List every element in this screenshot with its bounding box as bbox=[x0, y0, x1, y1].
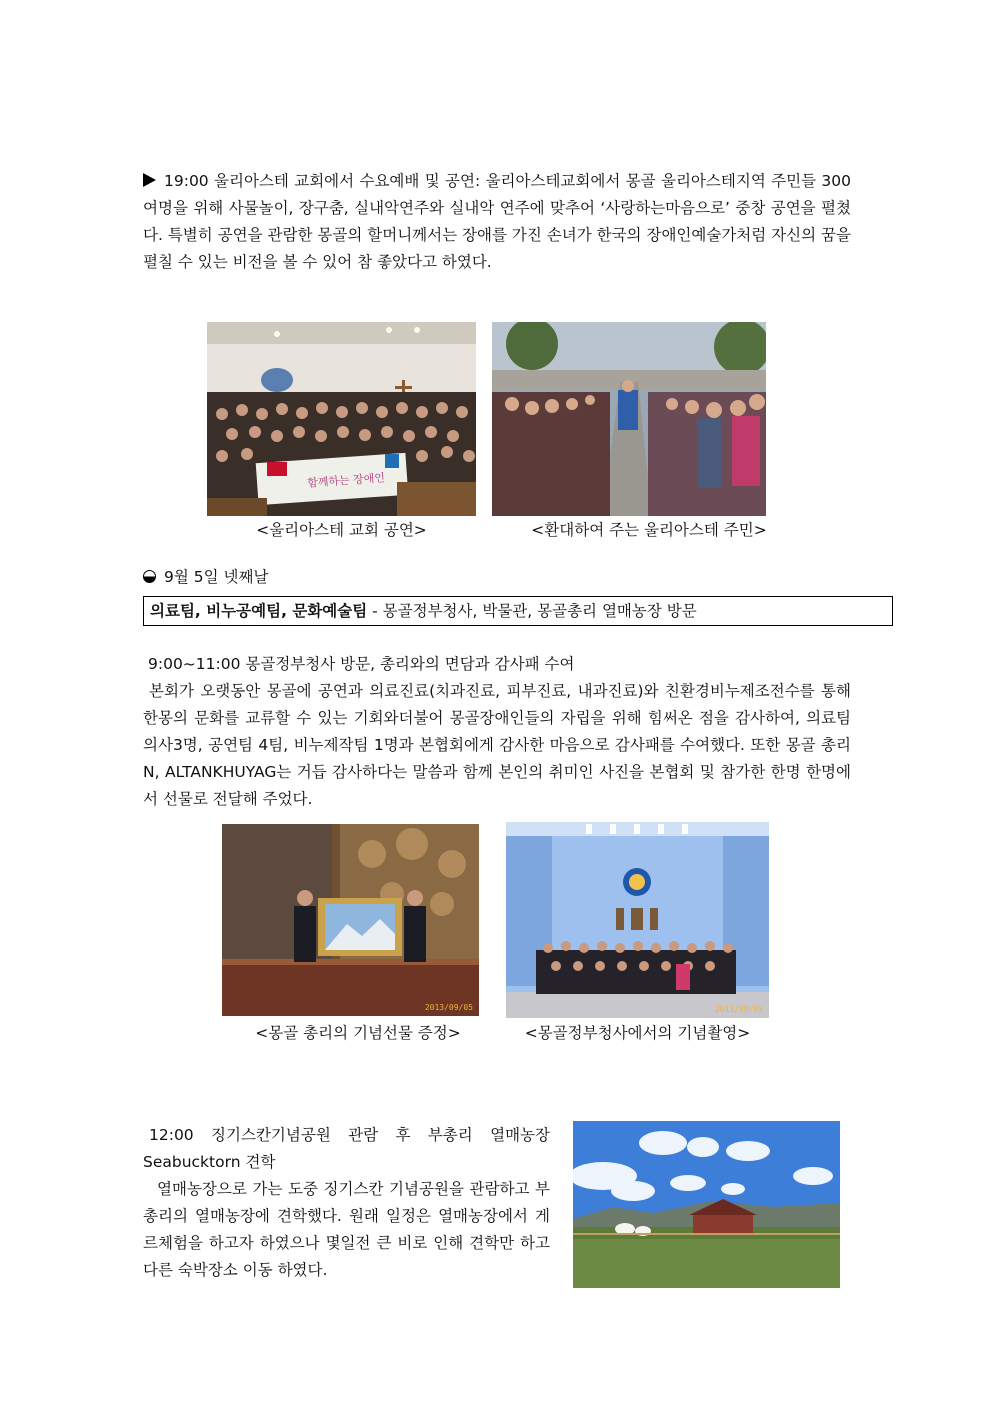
pm-gift-photo bbox=[222, 824, 479, 1016]
half-circle-icon bbox=[143, 570, 156, 583]
right-triangle-icon bbox=[143, 173, 156, 187]
date-stamp: 2013/09/05 bbox=[714, 1005, 763, 1014]
section3-time-heading: 12:00 징기스칸기념공원 관람 후 부총리 열매농장 Seabucktorn 견학 bbox=[143, 1126, 550, 1171]
visits-text: - 몽골정부청사, 박물관, 몽골총리 열매농장 방문 bbox=[367, 602, 697, 620]
section1-paragraph: 19:00 울리아스테 교회에서 수요예배 및 공연: 울리아스테교회에서 몽골 울리아스테지역 주민들 300여명을 위해 사물놀이, 장구춤, 실내악연주와 실내악 연주에 맞추어 ‘사랑하는마음으로’ 중창 공연을 펼쳤다. 특별히 공연을 관람한 몽골의 할머니께서는 장애를 가진 손녀가 한국의 장애인예술가처럼 자신의 꿈을 펼칠 수 있는 비전을 볼 수 있어 참 좋았다고 하였다. bbox=[143, 172, 851, 271]
group-photo bbox=[506, 822, 769, 1018]
svg-text:함께하는 장애인: 함께하는 장애인 bbox=[306, 471, 386, 490]
section3-paragraph: 열매농장으로 가는 도중 징기스칸 기념공원을 관람하고 부총리의 열매농장에 견학했다. 원래 일정은 열매농장에서 게르체험을 하고자 하였으나 몇일전 큰 비로 인해 견학만 하고 다른 숙박장소 이동 하였다. bbox=[143, 1180, 550, 1279]
date-stamp: 2013/09/05 bbox=[424, 1003, 473, 1012]
day-heading: 9월 5일 넷째날 bbox=[143, 565, 268, 587]
section2-paragraph: 본회가 오랫동안 몽골에 공연과 의료진료(치과진료, 피부진료, 내과진료)와 친환경비누제조전수를 통해 한몽의 문화를 교류할 수 있는 기회와더불어 몽골장애인들의 자립을 위해 힘써온 점을 감사하여, 의료팀 의사3명, 공연팀 4팀, 비누제작팀 1명과 본협회에게 감사한 마음으로 감사패를 수여했다. 또한 몽골 총리 N, ALTANKHUYAG는 거듭 감사하다는 말씀과 함께 본인의 취미인 사진을 본협회 및 참가한 한명 한명에서 선물로 전달해 주었다. bbox=[143, 682, 851, 808]
photo-caption: <몽골 총리의 기념선물 증정> bbox=[255, 1024, 461, 1042]
villagers-welcome-photo bbox=[492, 322, 766, 516]
photo-caption: <울리아스테 교회 공연> bbox=[256, 521, 427, 539]
teams-label: 의료팀, 비누공예팀, 문화예술팀 bbox=[150, 602, 368, 620]
time-heading: 9:00~11:00 몽골정부청사 방문, 총리와의 면담과 감사패 수여 bbox=[148, 655, 575, 673]
photo-caption: <환대하여 주는 울리아스테 주민> bbox=[531, 521, 767, 539]
church-performance-photo bbox=[207, 322, 476, 516]
day-summary-box bbox=[143, 596, 893, 626]
photo-caption: <몽골정부청사에서의 기념촬영> bbox=[524, 1024, 751, 1042]
farm-landscape-photo bbox=[573, 1121, 840, 1288]
